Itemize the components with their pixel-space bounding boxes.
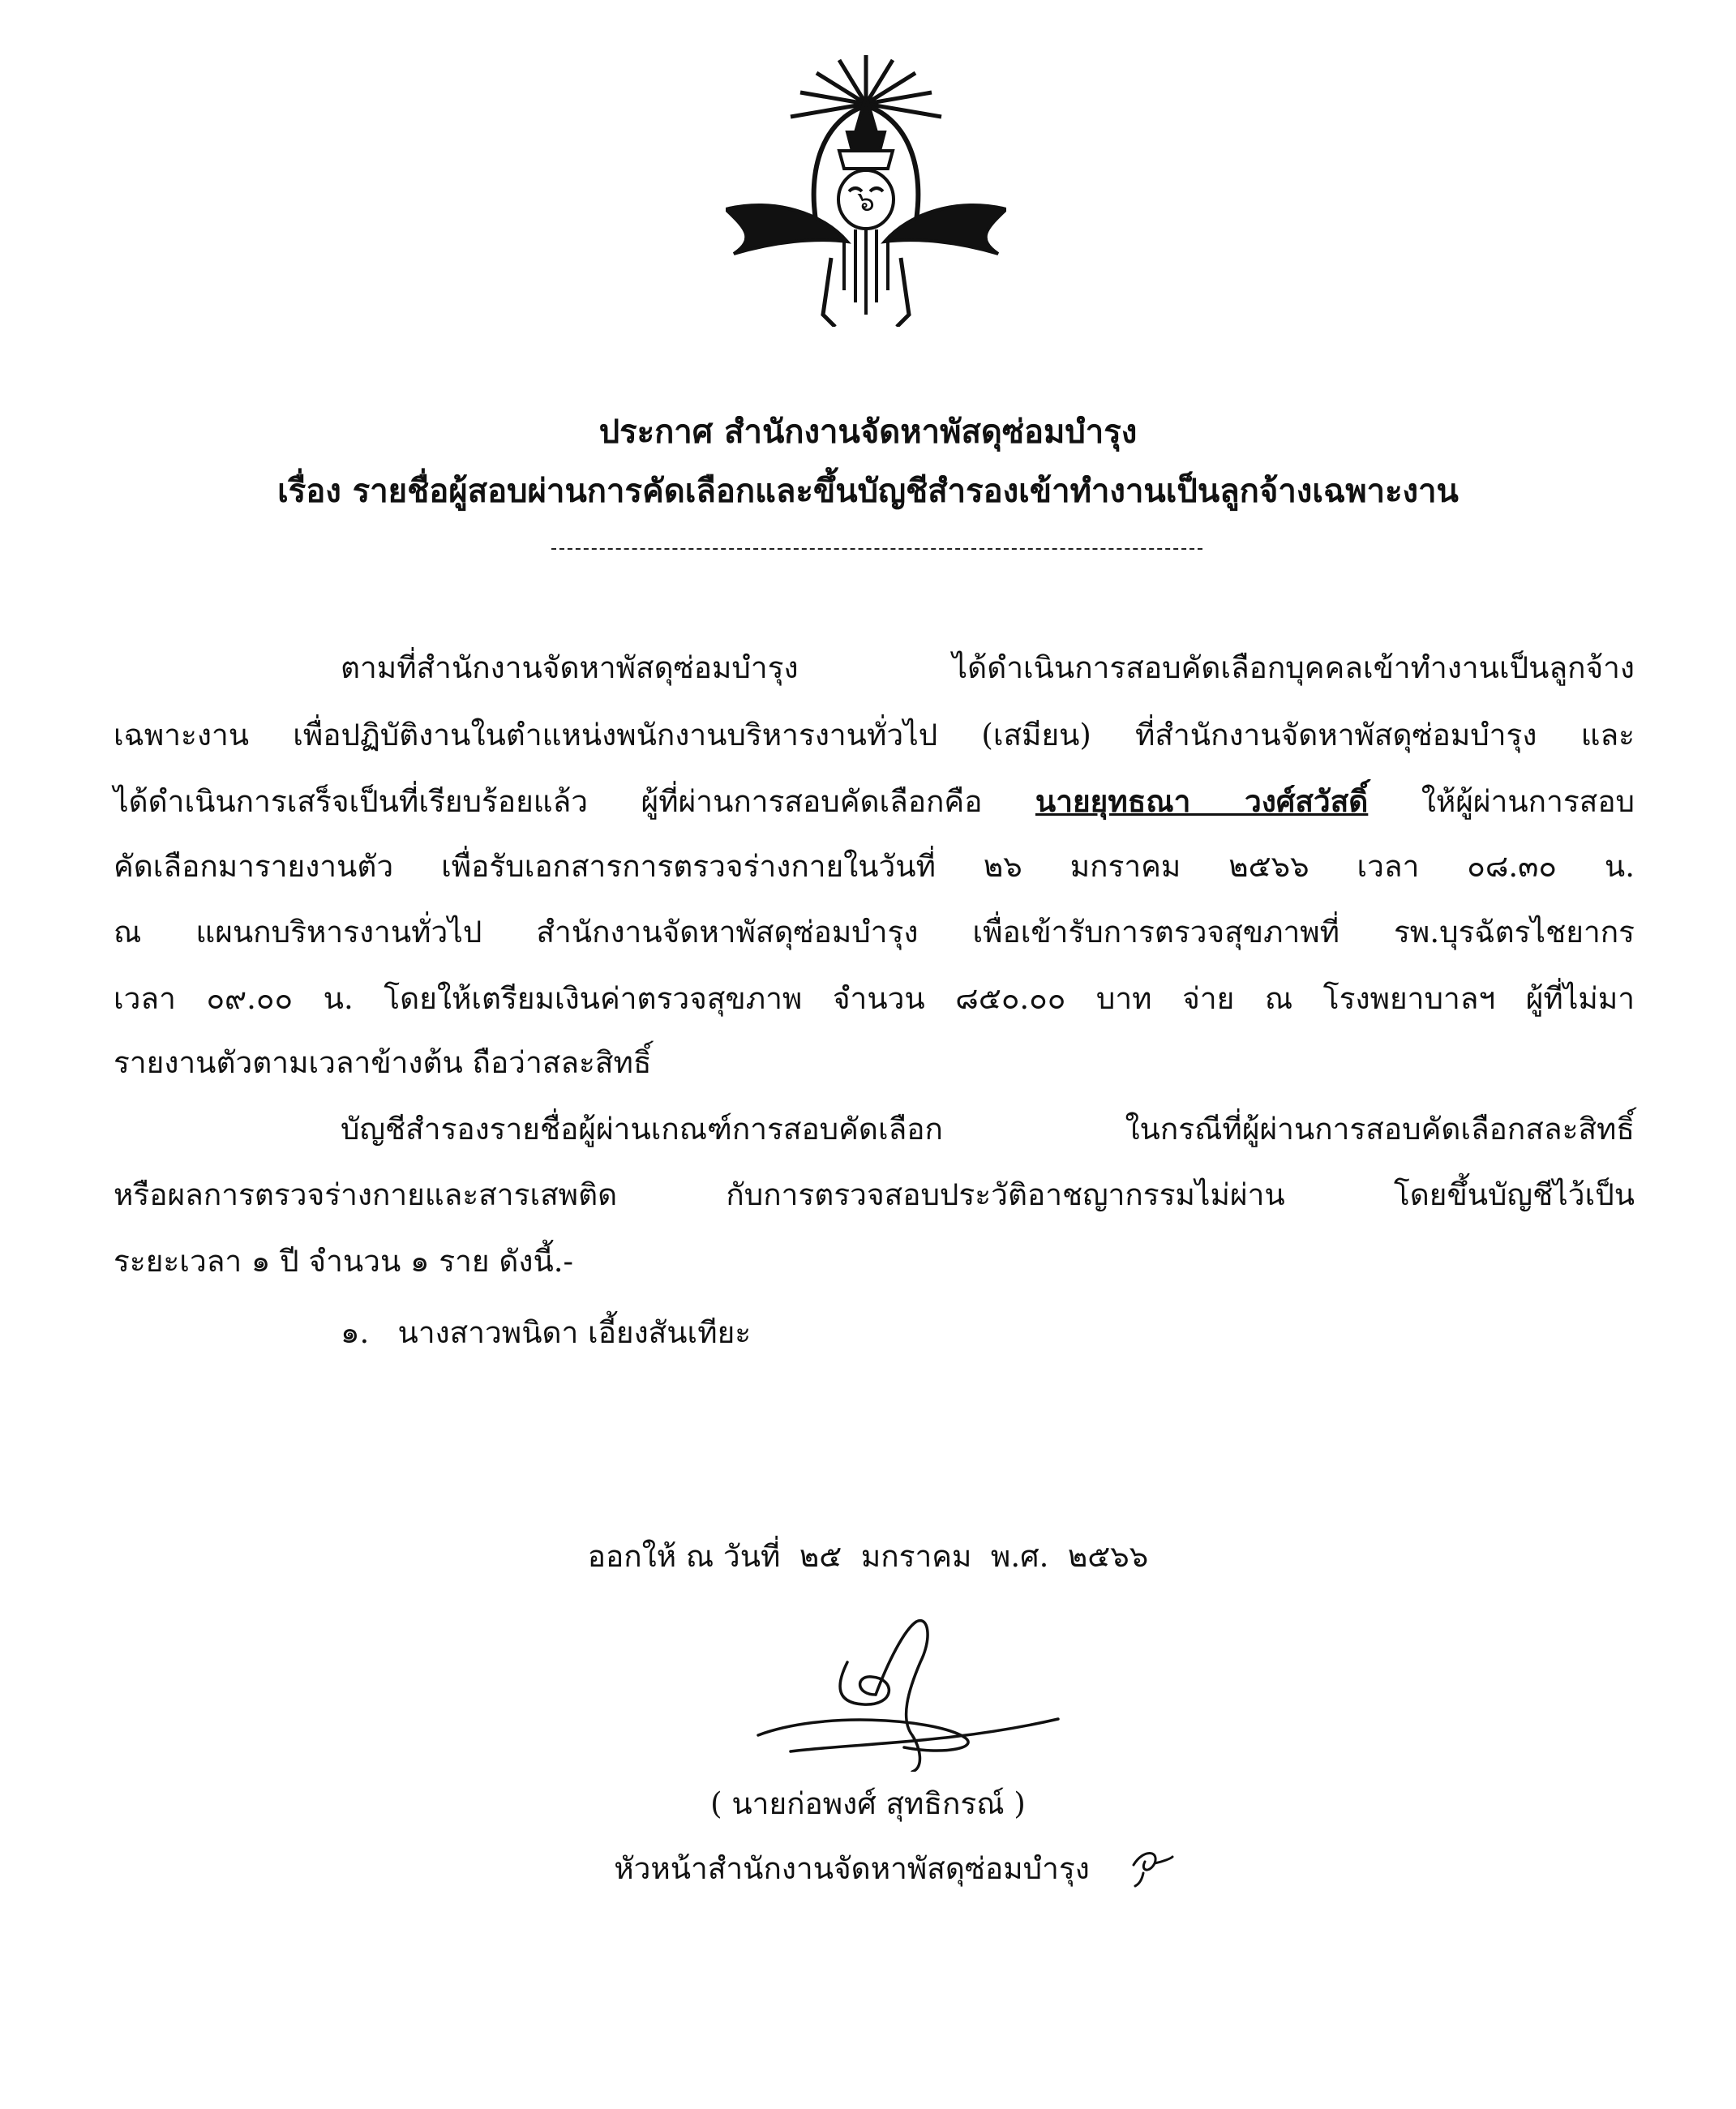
signer-position: หัวหน้าสำนักงานจัดหาพัสดุซ่อมบำรุง xyxy=(614,1851,1090,1886)
reserve-list-item: ๑. นางสาวพนิดา เอี้ยงสันเทียะ xyxy=(341,1315,752,1350)
para1-line3 xyxy=(114,783,1635,819)
para1-line2: เฉพาะงาน เพื่อปฏิบัติงานในตำแหน่งพนักงานบริหารงานทั่วไป (เสมียน) ที่สำนักงานจัดหาพัสดุซ่อมบำรุง และ xyxy=(114,718,1635,752)
issue-date: ออกให้ ณ วันที่ ๒๕ มกราคม พ.ศ. ๒๕๖๖ xyxy=(587,1539,1149,1574)
para2-line2: หรือผลการตรวจร่างกายและสารเสพติด กับการตรวจสอบประวัติอาชญากรรมไม่ผ่าน โดยขึ้นบัญชีไว้เป็น xyxy=(114,1177,1635,1212)
para1-line4: คัดเลือกมารายงานตัว เพื่อรับเอกสารการตรวจร่างกายในวันที่ ๒๖ มกราคม ๒๕๖๖ เวลา ๐๘.๓๐ น. xyxy=(114,849,1635,884)
passed-candidate-name: นายยุทธณา วงศ์สวัสดิ์ xyxy=(1035,783,1369,819)
handwritten-signature xyxy=(742,1614,1066,1772)
para2-line3: ระยะเวลา ๑ ปี จำนวน ๑ ราย ดังนี้.- xyxy=(114,1244,573,1279)
para1-line6: เวลา ๐๙.๐๐ น. โดยให้เตรียมเงินค่าตรวจสุขภาพ จำนวน ๘๕๐.๐๐ บาท จ่าย ณ โรงพยาบาลฯ ผู้ที่ไม่มา xyxy=(114,981,1635,1016)
title-divider xyxy=(551,548,1202,550)
emblem-lettering: ๖ xyxy=(857,186,875,218)
para1-line3-after: ให้ผู้ผ่านการสอบ xyxy=(1421,784,1635,819)
para1-line5: ณ แผนกบริหารงานทั่วไป สำนักงานจัดหาพัสดุซ่อมบำรุง เพื่อเข้ารับการตรวจสุขภาพที่ รพ.บุรฉัตรไชยากร xyxy=(114,915,1635,949)
para1-line3-before: ได้ดำเนินการเสร็จเป็นที่เรียบร้อยแล้ว ผู้ที่ผ่านการสอบคัดเลือกคือ xyxy=(114,784,983,819)
signer-name: ( นายก่อพงศ์ สุทธิกรณ์ ) xyxy=(710,1786,1026,1821)
para2-line1: บัญชีสำรองรายชื่อผู้ผ่านเกณฑ์การสอบคัดเลือก ในกรณีที่ผู้ผ่านการสอบคัดเลือกสละสิทธิ์ xyxy=(341,1112,1635,1147)
para1-line1: ตามที่สำนักงานจัดหาพัสดุซ่อมบำรุง ได้ดำเนินการสอบคัดเลือกบุคคลเข้าทำงานเป็นลูกจ้าง xyxy=(341,650,1635,685)
handwritten-initial xyxy=(1127,1841,1176,1889)
announcement-subject: เรื่อง รายชื่อผู้สอบผ่านการคัดเลือกและขึ้นบัญชีสำรองเข้าทำงานเป็นลูกจ้างเฉพาะงาน xyxy=(277,472,1459,510)
announcement-title: ประกาศ สำนักงานจัดหาพัสดุซ่อมบำรุง xyxy=(598,413,1138,451)
royal-emblem-icon xyxy=(726,55,1006,327)
para1-line7: รายงานตัวตามเวลาข้างต้น ถือว่าสละสิทธิ์ xyxy=(114,1045,652,1080)
